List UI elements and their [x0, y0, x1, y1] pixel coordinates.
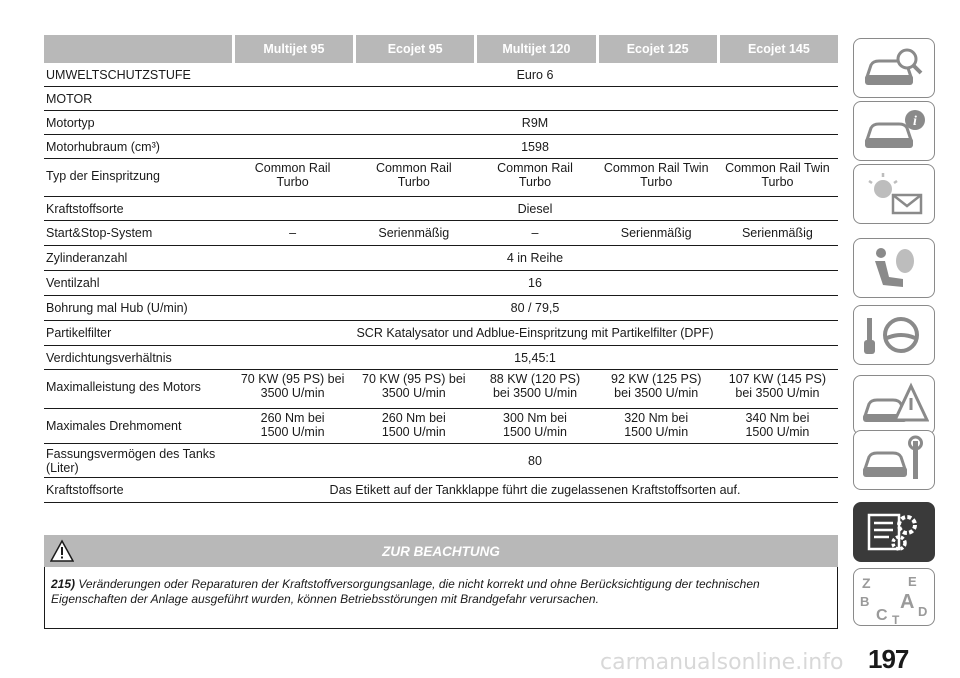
- table-cell: 260 Nm bei 1500 U/min: [381, 411, 446, 439]
- table-cell: 70 KW (95 PS) bei 3500 U/min: [240, 372, 345, 400]
- table-cell-span: R9M: [521, 115, 549, 130]
- table-cell: 70 KW (95 PS) bei 3500 U/min: [362, 372, 466, 400]
- row-label: Partikelfilter: [46, 326, 112, 340]
- warning-box: [44, 535, 838, 629]
- column-header: Multijet 120: [477, 35, 595, 63]
- sidebar-tab-warning-lights[interactable]: [853, 164, 935, 224]
- row-label: Typ der Einspritzung: [46, 169, 160, 183]
- table-cell-span: 1598: [521, 139, 549, 154]
- table-cell: Common Rail Twin Turbo: [603, 161, 709, 189]
- car-hazard-icon: [859, 380, 929, 430]
- row-label: Kraftstoffsorte: [46, 201, 124, 216]
- table-cell: 320 Nm bei 1500 U/min: [624, 411, 689, 439]
- table-row: [44, 197, 838, 221]
- sidebar-tab-airbag-seat[interactable]: [853, 238, 935, 298]
- car-tools-icon: [859, 435, 929, 485]
- table-cell: 107 KW (145 PS) bei 3500 U/min: [728, 372, 827, 400]
- table-row: [44, 296, 838, 321]
- table-row: [44, 135, 838, 159]
- sidebar-tab-car-info[interactable]: [853, 101, 935, 161]
- index-letter: C: [876, 607, 888, 624]
- column-header: Ecojet 95: [356, 35, 474, 63]
- index-letter: E: [908, 574, 917, 589]
- warning-header: [44, 535, 838, 567]
- svg-text:i: i: [913, 114, 917, 129]
- sidebar-tab-car-hazard[interactable]: [853, 375, 935, 435]
- car-info-icon: [859, 106, 929, 156]
- table-cell: Serienmäßig: [741, 226, 813, 240]
- table-row: [44, 346, 838, 370]
- table-cell-span: 15,45:1: [514, 350, 556, 365]
- table-row: [44, 409, 838, 444]
- row-label: Maximales Drehmoment: [46, 419, 182, 433]
- index-letter: B: [860, 594, 870, 609]
- table-cell: Common Rail Twin Turbo: [725, 161, 830, 189]
- warning-number: 215): [51, 577, 76, 591]
- car-search-icon: [859, 43, 929, 93]
- table-cell: 88 KW (120 PS) bei 3500 U/min: [489, 372, 581, 400]
- column-header: Ecojet 125: [599, 35, 717, 63]
- table-cell-span: 80 / 79,5: [510, 301, 560, 315]
- warning-text: Veränderungen oder Reparaturen der Kraftstoffversorgungsanlage, die nicht korrekt und ohne Berücksichtigung der technischen Eigenschaften der Anlage ausgeführt wurden, können Betriebsstörungen mit Brandgefahr verursachen.: [51, 577, 760, 606]
- row-label: Maximalleistung des Motors: [46, 380, 201, 394]
- table-cell-span: 16: [528, 276, 542, 290]
- table-cell: 340 Nm bei 1500 U/min: [745, 411, 810, 439]
- row-label: MOTOR: [46, 91, 93, 106]
- row-label: Bohrung mal Hub (U/min): [46, 301, 188, 315]
- column-header: Multijet 95: [235, 35, 353, 63]
- table-cell: 92 KW (125 PS) bei 3500 U/min: [611, 372, 702, 400]
- row-label: Verdichtungsverhältnis: [46, 350, 172, 365]
- table-cell-span: Euro 6: [516, 67, 554, 82]
- row-label: Start&Stop-System: [46, 226, 153, 240]
- table-cell-span: Das Etikett auf der Tankklappe führt die zugelassenen Kraftstoffsorten auf.: [329, 483, 741, 497]
- table-cell: 300 Nm bei 1500 U/min: [503, 411, 567, 439]
- table-row: [44, 63, 838, 87]
- table-row: [44, 159, 838, 197]
- table-row: [44, 111, 838, 135]
- table-body: [44, 63, 838, 503]
- table-cell: Serienmäßig: [620, 226, 692, 240]
- table-row: [44, 246, 838, 271]
- table-row: [44, 321, 838, 346]
- row-label: Zylinderanzahl: [46, 251, 128, 265]
- table-row: [44, 444, 838, 478]
- table-row: [44, 271, 838, 296]
- table-cell-span: 4 in Reihe: [506, 251, 564, 265]
- table-row: [44, 370, 838, 409]
- sidebar-tab-specs[interactable]: [853, 502, 935, 562]
- index-letter: A: [900, 591, 915, 613]
- index-letter: T: [892, 613, 900, 624]
- row-label: Ventilzahl: [46, 276, 100, 290]
- sidebar-tab-car-search[interactable]: [853, 38, 935, 98]
- table-row: [44, 221, 838, 246]
- table-cell: –: [289, 226, 297, 240]
- page-number: 197: [868, 644, 909, 674]
- watermark: carmanualsonline.info: [600, 650, 844, 675]
- row-label: Motortyp: [46, 115, 95, 130]
- header-blank: [44, 35, 232, 63]
- table-header: [44, 35, 838, 63]
- table-cell-span: 80: [528, 453, 542, 468]
- row-label: Fassungsvermögen des Tanks (Liter): [46, 446, 216, 475]
- table-cell: 260 Nm bei 1500 U/min: [260, 411, 325, 439]
- spec-table: [44, 35, 838, 503]
- warning-title: ZUR BEACHTUNG: [382, 543, 500, 559]
- table-cell-span: SCR Katalysator und Adblue-Einspritzung mit Partikelfilter (DPF): [356, 326, 714, 340]
- row-label: Kraftstoffsorte: [46, 483, 124, 497]
- specs-gear-icon: [859, 507, 929, 557]
- table-cell-span: [232, 87, 838, 110]
- table-row: [44, 87, 838, 111]
- index-letter: Z: [862, 575, 871, 591]
- row-label: UMWELTSCHUTZSTUFE: [46, 67, 191, 82]
- airbag-seat-icon: [859, 243, 929, 293]
- table-cell: –: [531, 226, 539, 240]
- warning-body: [44, 567, 838, 629]
- warning-triangle-icon: [50, 539, 74, 563]
- row-label: Motorhubraum (cm³): [46, 139, 160, 154]
- index-letters-icon: [856, 570, 932, 624]
- table-cell: Common Rail Turbo: [254, 161, 331, 189]
- sidebar-tab-index[interactable]: [853, 568, 935, 626]
- steering-key-icon: [859, 310, 929, 360]
- index-letter: D: [918, 604, 928, 619]
- warning-lights-icon: [859, 169, 929, 219]
- sidebar-tab-car-tools[interactable]: [853, 430, 935, 490]
- table-cell-span: Diesel: [517, 201, 553, 216]
- table-cell: Common Rail Turbo: [497, 161, 573, 189]
- table-cell: Serienmäßig: [378, 226, 450, 240]
- sidebar-tab-steering-key[interactable]: [853, 305, 935, 365]
- table-cell: Common Rail Turbo: [375, 161, 452, 189]
- table-row: [44, 478, 838, 503]
- column-header: Ecojet 145: [720, 35, 838, 63]
